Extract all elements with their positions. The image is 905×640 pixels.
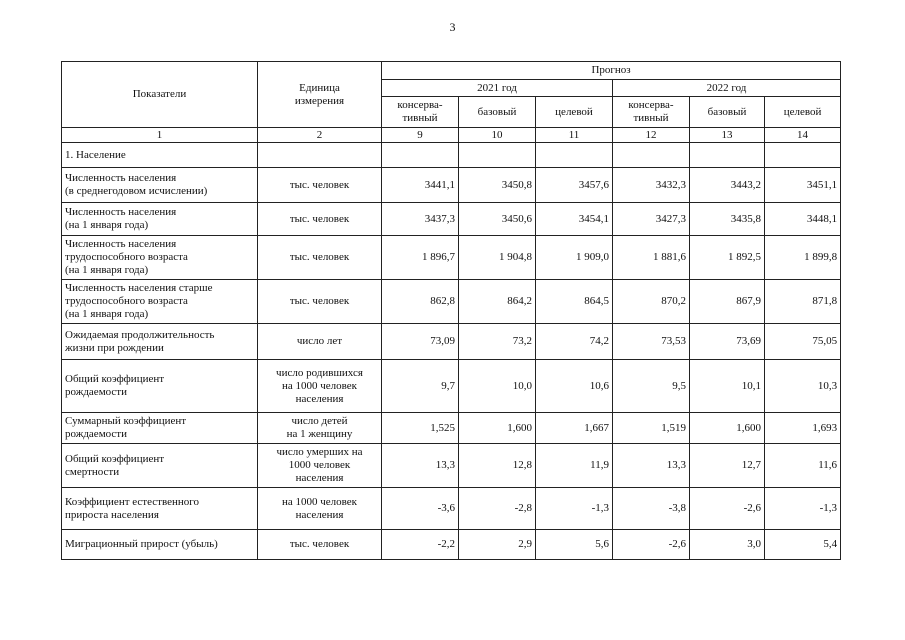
row-value: 10,0: [459, 360, 536, 413]
row-value: 1,600: [690, 413, 765, 444]
column-number: 9: [382, 128, 459, 143]
row-indicator: Численность населения старше трудоспособного возраста (на 1 января года): [62, 280, 258, 324]
row-value: 1 896,7: [382, 236, 459, 280]
row-unit: число родившихся на 1000 человек населения: [258, 360, 382, 413]
row-value: 3451,1: [765, 168, 841, 203]
row-value: 10,1: [690, 360, 765, 413]
row-unit: тыс. человек: [258, 280, 382, 324]
column-number: 13: [690, 128, 765, 143]
table-row: [62, 324, 841, 360]
row-value: 3437,3: [382, 203, 459, 236]
row-value: 11,6: [765, 444, 841, 488]
row-value: 871,8: [765, 280, 841, 324]
header-variant: базовый: [690, 97, 765, 128]
row-indicator: Миграционный прирост (убыль): [62, 530, 258, 560]
row-value: 1,519: [613, 413, 690, 444]
row-value: 1 899,8: [765, 236, 841, 280]
row-value: -3,6: [382, 488, 459, 530]
row-value: 12,7: [690, 444, 765, 488]
row-value: 10,6: [536, 360, 613, 413]
table-row: [62, 168, 841, 203]
row-value: 11,9: [536, 444, 613, 488]
row-value: 1,525: [382, 413, 459, 444]
section-title: 1. Население: [62, 143, 258, 168]
row-value: 75,05: [765, 324, 841, 360]
row-unit: тыс. человек: [258, 203, 382, 236]
row-value: 10,3: [765, 360, 841, 413]
row-value: 870,2: [613, 280, 690, 324]
row-value: 73,53: [613, 324, 690, 360]
row-value: 3443,2: [690, 168, 765, 203]
column-number: 11: [536, 128, 613, 143]
row-value: 1 881,6: [613, 236, 690, 280]
header-year-2021: 2021 год: [382, 80, 613, 97]
row-value: 3441,1: [382, 168, 459, 203]
header-variant: базовый: [459, 97, 536, 128]
row-value: 1 904,8: [459, 236, 536, 280]
row-value: 1,600: [459, 413, 536, 444]
row-unit: тыс. человек: [258, 236, 382, 280]
row-value: 864,5: [536, 280, 613, 324]
row-value: 3454,1: [536, 203, 613, 236]
row-value: 13,3: [382, 444, 459, 488]
table-row: [62, 280, 841, 324]
row-indicator: Численность населения (в среднегодовом исчислении): [62, 168, 258, 203]
row-unit: тыс. человек: [258, 168, 382, 203]
table-row: [62, 488, 841, 530]
row-value: -2,8: [459, 488, 536, 530]
row-value: -1,3: [765, 488, 841, 530]
header-variant: консерва- тивный: [382, 97, 459, 128]
row-value: 74,2: [536, 324, 613, 360]
row-value: -2,6: [690, 488, 765, 530]
row-value: 73,2: [459, 324, 536, 360]
header-variant: целевой: [765, 97, 841, 128]
row-indicator: Численность населения трудоспособного возраста (на 1 января года): [62, 236, 258, 280]
row-value: 1,667: [536, 413, 613, 444]
row-value: 3448,1: [765, 203, 841, 236]
row-value: 862,8: [382, 280, 459, 324]
table-row: [62, 203, 841, 236]
row-value: 9,7: [382, 360, 459, 413]
row-unit: число умерших на 1000 человек населения: [258, 444, 382, 488]
row-value: -3,8: [613, 488, 690, 530]
row-indicator: Ожидаемая продолжительность жизни при рождении: [62, 324, 258, 360]
row-value: 3432,3: [613, 168, 690, 203]
table-row: [62, 530, 841, 560]
header-variant: целевой: [536, 97, 613, 128]
row-indicator: Коэффициент естественного прироста населения: [62, 488, 258, 530]
row-value: 1,693: [765, 413, 841, 444]
table-row: [62, 444, 841, 488]
page-number: 3: [449, 20, 456, 34]
header-year-2022: 2022 год: [613, 80, 841, 97]
column-number: 2: [258, 128, 382, 143]
row-indicator: Численность населения (на 1 января года): [62, 203, 258, 236]
row-value: 73,09: [382, 324, 459, 360]
header-forecast: Прогноз: [382, 62, 841, 80]
row-unit: число лет: [258, 324, 382, 360]
header-unit: Единица измерения: [258, 62, 382, 128]
row-unit: на 1000 человек населения: [258, 488, 382, 530]
column-number: 1: [62, 128, 258, 143]
row-value: 3,0: [690, 530, 765, 560]
row-unit: тыс. человек: [258, 530, 382, 560]
row-value: 12,8: [459, 444, 536, 488]
row-value: 9,5: [613, 360, 690, 413]
row-value: -1,3: [536, 488, 613, 530]
header-indicators: Показатели: [62, 62, 258, 128]
row-value: 5,6: [536, 530, 613, 560]
table-row: [62, 360, 841, 413]
row-value: 3450,6: [459, 203, 536, 236]
column-number: 12: [613, 128, 690, 143]
column-number: 14: [765, 128, 841, 143]
row-value: 864,2: [459, 280, 536, 324]
row-value: 3427,3: [613, 203, 690, 236]
row-value: 13,3: [613, 444, 690, 488]
row-value: 3450,8: [459, 168, 536, 203]
column-number: 10: [459, 128, 536, 143]
table-row: [62, 236, 841, 280]
row-value: 5,4: [765, 530, 841, 560]
table-row: [62, 413, 841, 444]
row-value: 73,69: [690, 324, 765, 360]
row-value: 1 892,5: [690, 236, 765, 280]
row-value: 867,9: [690, 280, 765, 324]
row-indicator: Суммарный коэффициент рождаемости: [62, 413, 258, 444]
row-value: -2,2: [382, 530, 459, 560]
row-value: 3457,6: [536, 168, 613, 203]
row-unit: число детей на 1 женщину: [258, 413, 382, 444]
row-indicator: Общий коэффициент рождаемости: [62, 360, 258, 413]
row-indicator: Общий коэффициент смертности: [62, 444, 258, 488]
row-value: 1 909,0: [536, 236, 613, 280]
header-variant: консерва- тивный: [613, 97, 690, 128]
row-value: 3435,8: [690, 203, 765, 236]
forecast-table: [61, 61, 841, 560]
row-value: 2,9: [459, 530, 536, 560]
row-value: -2,6: [613, 530, 690, 560]
